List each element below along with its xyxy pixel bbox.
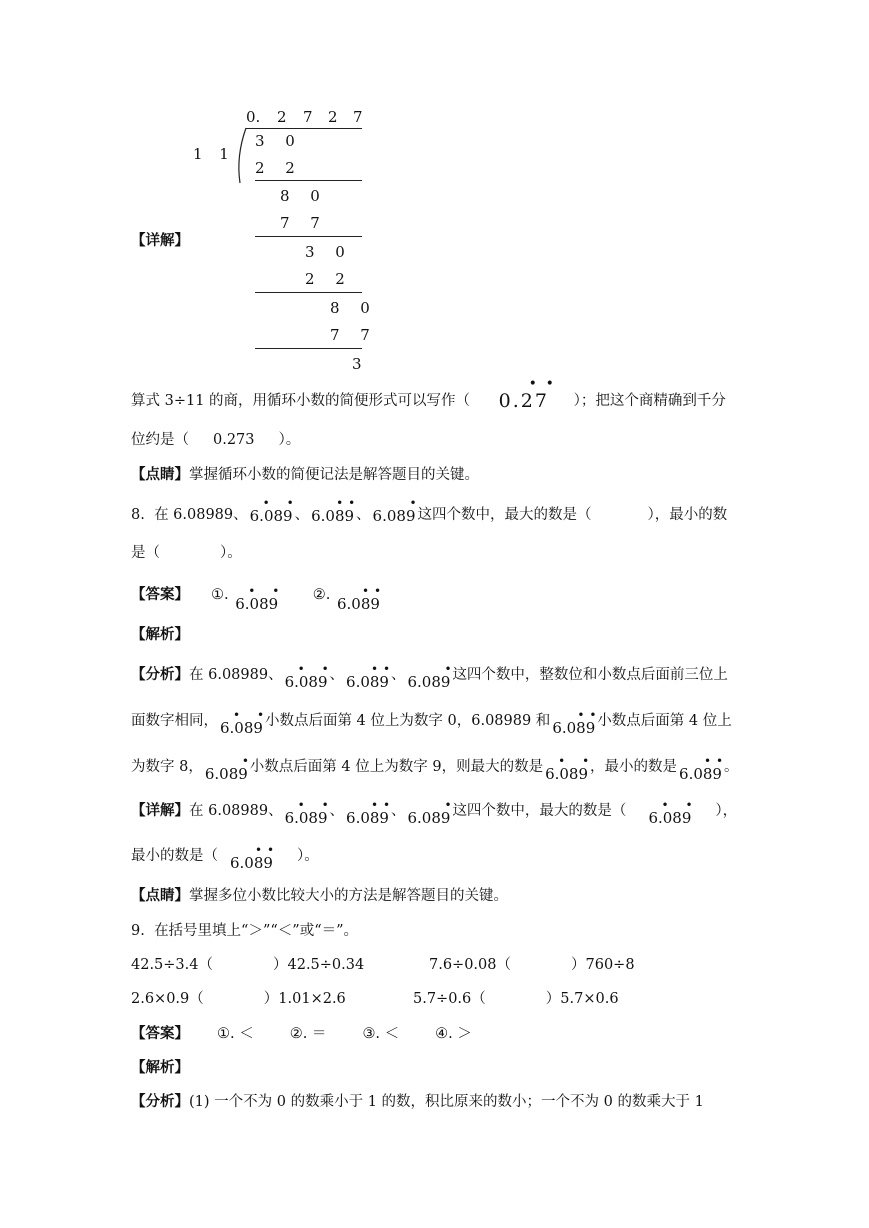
division-row: 8 0 xyxy=(330,299,378,317)
rounded-value: 0.273 xyxy=(213,432,255,448)
q8-tip: 【点睛】掌握多位小数比较大小的方法是解答题目的关键。 xyxy=(131,887,508,904)
q9-stem: 9. 在括号里填上“＞”“＜”或“＝”。 xyxy=(131,923,359,939)
q8-analysis-3: 为数字 8， 6.089 • 小数点后面第 4 位上为数字 9，则最大的数是 6.089 • • ，最小的数是 6.089 • • 。 xyxy=(131,754,739,783)
quotient-digit: 7 xyxy=(303,108,313,126)
division-row: 7 7 xyxy=(330,326,378,344)
q8-line1: 8. 在 6.08989、 6.089 • • 、 6.089 • • 、 6.089 • 这四个数中，最大的数是（ ），最小的数 xyxy=(131,496,728,525)
quotient-digit: 0. xyxy=(246,108,261,126)
p7-tip: 【点睛】掌握循环小数的简便记法是解答题目的关键。 xyxy=(131,466,479,483)
q8-analysis-1: 【分析】在 6.08989、 6.089 • • 、 6.089 • • 、 6.089 • 这四个数中，整数位和小数点后面前三位上 xyxy=(131,662,728,691)
q8-detail-2: 最小的数是（ 6.089 • • ）。 xyxy=(131,843,319,872)
division-remainder: 3 xyxy=(352,355,362,373)
q9-answer: 【答案】 ①. ＜ ②. ＝ ③. ＜ ④. ＞ xyxy=(131,1025,472,1042)
p7-line2: 位约是（ 0.273 ）。 xyxy=(131,432,301,448)
division-row: 8 0 xyxy=(280,187,328,205)
quotient-digit: 7 xyxy=(353,108,363,126)
divisor: 1 1 xyxy=(193,145,235,163)
division-row: 3 0 xyxy=(305,243,353,261)
division-row: 2 2 xyxy=(255,159,303,177)
quotient-digit: 2 xyxy=(277,108,287,126)
dividend: 3 0 xyxy=(255,132,303,150)
quotient-digit: 2 xyxy=(328,108,338,126)
division-row: 2 2 xyxy=(305,270,353,288)
p7-line1: 算式 3÷11 的商，用循环小数的简便形式可以写作（ 0.27 • • ）；把这个商精确到千分 xyxy=(131,376,726,412)
q8-line2: 是（ ）。 xyxy=(131,545,242,561)
q9-row-2: 2.6×0.9（ ）1.01×2.6 xyxy=(131,991,346,1007)
q9-row-1b: 7.6÷0.08（ ）760÷8 xyxy=(429,957,635,973)
division-row: 7 7 xyxy=(280,214,328,232)
division-bracket xyxy=(234,127,248,185)
q8-detail-1: 【详解】在 6.08989、 6.089 • • 、 6.089 • • 、 6.089 • 这四个数中，最大的数是（ 6.089 • • ）， xyxy=(131,798,738,827)
detail-label: 【详解】 xyxy=(131,232,189,249)
q9-jiexi: 【解析】 xyxy=(131,1059,189,1076)
q8-answer: 【答案】 ①. 6.089 • • ②. 6.089 • • xyxy=(131,584,382,613)
q8-analysis-2: 面数字相同， 6.089 • • 小数点后面第 4 位上为数字 0，6.08989 和 6.089 • • 小数点后面第 4 位上 xyxy=(131,708,732,737)
q9-row-1: 42.5÷3.4（ ）42.5÷0.34 xyxy=(131,957,365,973)
repeating-decimal: 0.27 • • xyxy=(498,376,556,412)
q9-row-2b: 5.7÷0.6（ ）5.7×0.6 xyxy=(413,991,619,1007)
q8-jiexi: 【解析】 xyxy=(131,626,189,643)
q9-analysis: 【分析】(1) 一个不为 0 的数乘小于 1 的数，积比原来的数小；一个不为 0 的数乘大于 1 xyxy=(131,1093,704,1110)
